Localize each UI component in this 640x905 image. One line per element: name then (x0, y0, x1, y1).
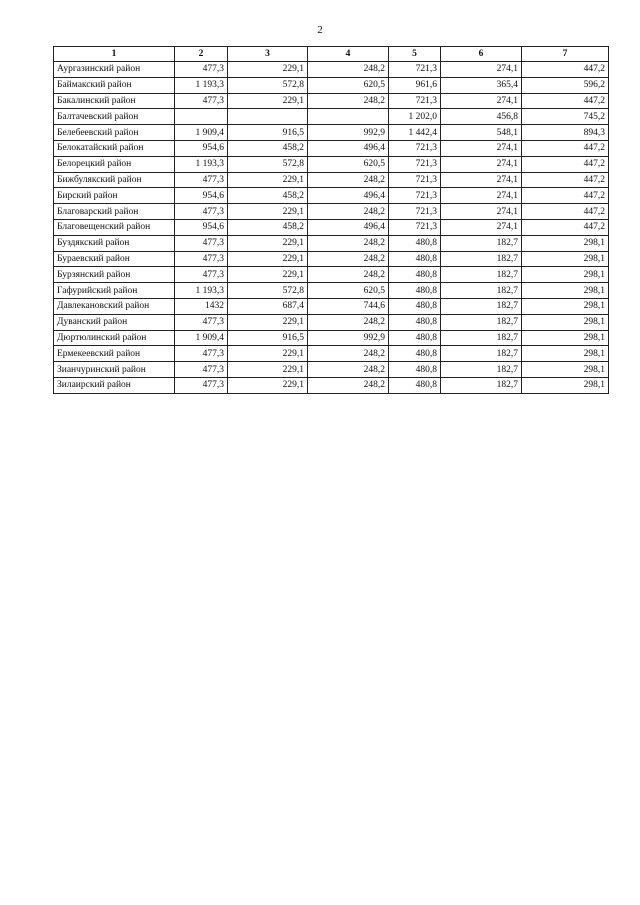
value-cell: 229,1 (228, 377, 308, 393)
value-cell: 274,1 (441, 204, 522, 220)
value-cell: 721,3 (389, 140, 441, 156)
value-cell: 477,3 (175, 314, 228, 330)
value-cell: 477,3 (175, 235, 228, 251)
value-cell: 480,8 (389, 235, 441, 251)
value-cell: 954,6 (175, 188, 228, 204)
district-name-cell: Баймакский район (54, 77, 175, 93)
table-row (54, 362, 609, 378)
district-name-cell: Буздякский район (54, 235, 175, 251)
value-cell: 745,2 (522, 109, 609, 125)
value-cell: 961,6 (389, 77, 441, 93)
value-cell: 298,1 (522, 283, 609, 299)
table-row (54, 283, 609, 299)
value-cell: 477,3 (175, 204, 228, 220)
data-table (53, 46, 609, 394)
value-cell: 182,7 (441, 267, 522, 283)
table-row (54, 204, 609, 220)
district-name-cell: Бирский район (54, 188, 175, 204)
value-cell: 477,3 (175, 377, 228, 393)
value-cell: 248,2 (308, 172, 389, 188)
value-cell: 298,1 (522, 346, 609, 362)
value-cell: 1 193,3 (175, 77, 228, 93)
value-cell: 456,8 (441, 109, 522, 125)
value-cell: 894,3 (522, 125, 609, 141)
district-name-cell: Благовещенский район (54, 219, 175, 235)
district-name-cell: Бурзянский район (54, 267, 175, 283)
value-cell: 721,3 (389, 204, 441, 220)
value-cell: 1 193,3 (175, 156, 228, 172)
column-header-3: 3 (228, 47, 308, 62)
value-cell: 447,2 (522, 62, 609, 78)
table-row (54, 156, 609, 172)
value-cell: 1 909,4 (175, 125, 228, 141)
value-cell: 182,7 (441, 235, 522, 251)
value-cell: 1 442,4 (389, 125, 441, 141)
district-name-cell: Белокатайский район (54, 140, 175, 156)
value-cell: 248,2 (308, 267, 389, 283)
district-name-cell: Белебеевский район (54, 125, 175, 141)
column-header-4: 4 (308, 47, 389, 62)
value-cell: 954,6 (175, 219, 228, 235)
table-row (54, 330, 609, 346)
page-number: 2 (317, 24, 323, 36)
value-cell: 182,7 (441, 330, 522, 346)
value-cell: 229,1 (228, 251, 308, 267)
value-cell: 229,1 (228, 314, 308, 330)
district-name-cell: Бакалинский район (54, 93, 175, 109)
value-cell: 477,3 (175, 93, 228, 109)
value-cell: 274,1 (441, 188, 522, 204)
value-cell: 721,3 (389, 188, 441, 204)
value-cell: 248,2 (308, 377, 389, 393)
column-header-1: 1 (54, 47, 175, 62)
value-cell (308, 109, 389, 125)
value-cell: 229,1 (228, 172, 308, 188)
value-cell: 721,3 (389, 172, 441, 188)
district-name-cell: Давлекановский район (54, 298, 175, 314)
value-cell: 596,2 (522, 77, 609, 93)
value-cell: 229,1 (228, 346, 308, 362)
value-cell: 298,1 (522, 235, 609, 251)
value-cell: 447,2 (522, 204, 609, 220)
value-cell: 477,3 (175, 362, 228, 378)
value-cell: 182,7 (441, 377, 522, 393)
value-cell: 477,3 (175, 62, 228, 78)
value-cell: 182,7 (441, 362, 522, 378)
table-row (54, 314, 609, 330)
value-cell: 477,3 (175, 267, 228, 283)
district-name-cell: Дюртюлинский район (54, 330, 175, 346)
column-header-6: 6 (441, 47, 522, 62)
value-cell: 248,2 (308, 62, 389, 78)
value-cell: 447,2 (522, 156, 609, 172)
value-cell: 447,2 (522, 172, 609, 188)
value-cell: 274,1 (441, 93, 522, 109)
value-cell: 229,1 (228, 362, 308, 378)
value-cell: 298,1 (522, 362, 609, 378)
value-cell (175, 109, 228, 125)
table-row (54, 251, 609, 267)
table-row (54, 62, 609, 78)
district-name-cell: Бураевский район (54, 251, 175, 267)
value-cell: 229,1 (228, 235, 308, 251)
value-cell: 248,2 (308, 251, 389, 267)
value-cell: 916,5 (228, 125, 308, 141)
value-cell: 480,8 (389, 377, 441, 393)
table-row (54, 298, 609, 314)
column-header-2: 2 (175, 47, 228, 62)
table-row (54, 346, 609, 362)
value-cell: 298,1 (522, 330, 609, 346)
value-cell: 477,3 (175, 346, 228, 362)
value-cell: 298,1 (522, 267, 609, 283)
value-cell: 992,9 (308, 330, 389, 346)
table-row (54, 125, 609, 141)
table-row (54, 377, 609, 393)
value-cell: 274,1 (441, 172, 522, 188)
value-cell: 274,1 (441, 219, 522, 235)
value-cell: 1 909,4 (175, 330, 228, 346)
value-cell: 298,1 (522, 377, 609, 393)
value-cell: 248,2 (308, 235, 389, 251)
value-cell: 447,2 (522, 140, 609, 156)
table-body (54, 62, 609, 394)
value-cell: 248,2 (308, 314, 389, 330)
value-cell: 248,2 (308, 93, 389, 109)
value-cell: 229,1 (228, 62, 308, 78)
table-row (54, 93, 609, 109)
value-cell: 721,3 (389, 93, 441, 109)
value-cell: 229,1 (228, 267, 308, 283)
value-cell: 480,8 (389, 251, 441, 267)
value-cell: 274,1 (441, 156, 522, 172)
district-name-cell: Зилаирский район (54, 377, 175, 393)
district-name-cell: Бижбулякский район (54, 172, 175, 188)
table-row (54, 172, 609, 188)
district-name-cell: Благоварский район (54, 204, 175, 220)
value-cell: 298,1 (522, 314, 609, 330)
value-cell: 480,8 (389, 267, 441, 283)
value-cell: 721,3 (389, 156, 441, 172)
value-cell: 992,9 (308, 125, 389, 141)
value-cell: 721,3 (389, 62, 441, 78)
column-header-7: 7 (522, 47, 609, 62)
value-cell: 248,2 (308, 362, 389, 378)
value-cell: 447,2 (522, 188, 609, 204)
table-row (54, 188, 609, 204)
value-cell: 572,8 (228, 283, 308, 299)
table-row (54, 77, 609, 93)
value-cell: 496,4 (308, 188, 389, 204)
value-cell: 480,8 (389, 298, 441, 314)
value-cell: 620,5 (308, 156, 389, 172)
value-cell: 620,5 (308, 77, 389, 93)
table-header (54, 47, 609, 62)
district-name-cell: Ермекеевский район (54, 346, 175, 362)
value-cell: 298,1 (522, 298, 609, 314)
district-name-cell: Зианчуринский район (54, 362, 175, 378)
value-cell: 1 193,3 (175, 283, 228, 299)
value-cell: 248,2 (308, 346, 389, 362)
district-name-cell: Гафурийский район (54, 283, 175, 299)
value-cell: 182,7 (441, 251, 522, 267)
value-cell: 548,1 (441, 125, 522, 141)
district-name-cell: Балтачевский район (54, 109, 175, 125)
value-cell (228, 109, 308, 125)
value-cell: 572,8 (228, 156, 308, 172)
header-row (54, 47, 609, 62)
value-cell: 182,7 (441, 314, 522, 330)
value-cell: 458,2 (228, 219, 308, 235)
value-cell: 458,2 (228, 140, 308, 156)
value-cell: 447,2 (522, 219, 609, 235)
value-cell: 1 202,0 (389, 109, 441, 125)
value-cell: 480,8 (389, 314, 441, 330)
value-cell: 229,1 (228, 204, 308, 220)
value-cell: 480,8 (389, 283, 441, 299)
table-row (54, 109, 609, 125)
value-cell: 1432 (175, 298, 228, 314)
value-cell: 298,1 (522, 251, 609, 267)
value-cell: 447,2 (522, 93, 609, 109)
value-cell: 480,8 (389, 346, 441, 362)
value-cell: 496,4 (308, 219, 389, 235)
value-cell: 721,3 (389, 219, 441, 235)
value-cell: 274,1 (441, 140, 522, 156)
value-cell: 477,3 (175, 251, 228, 267)
value-cell: 496,4 (308, 140, 389, 156)
value-cell: 248,2 (308, 204, 389, 220)
value-cell: 477,3 (175, 172, 228, 188)
value-cell: 182,7 (441, 298, 522, 314)
table-row (54, 140, 609, 156)
district-name-cell: Дуванский район (54, 314, 175, 330)
value-cell: 182,7 (441, 283, 522, 299)
value-cell: 687,4 (228, 298, 308, 314)
value-cell: 480,8 (389, 330, 441, 346)
district-name-cell: Белорецкий район (54, 156, 175, 172)
value-cell: 182,7 (441, 346, 522, 362)
value-cell: 229,1 (228, 93, 308, 109)
value-cell: 480,8 (389, 362, 441, 378)
value-cell: 620,5 (308, 283, 389, 299)
value-cell: 916,5 (228, 330, 308, 346)
table-row (54, 219, 609, 235)
value-cell: 458,2 (228, 188, 308, 204)
district-name-cell: Аургазинский район (54, 62, 175, 78)
value-cell: 365,4 (441, 77, 522, 93)
table-row (54, 235, 609, 251)
value-cell: 572,8 (228, 77, 308, 93)
column-header-5: 5 (389, 47, 441, 62)
value-cell: 274,1 (441, 62, 522, 78)
value-cell: 744,6 (308, 298, 389, 314)
table-row (54, 267, 609, 283)
value-cell: 954,6 (175, 140, 228, 156)
